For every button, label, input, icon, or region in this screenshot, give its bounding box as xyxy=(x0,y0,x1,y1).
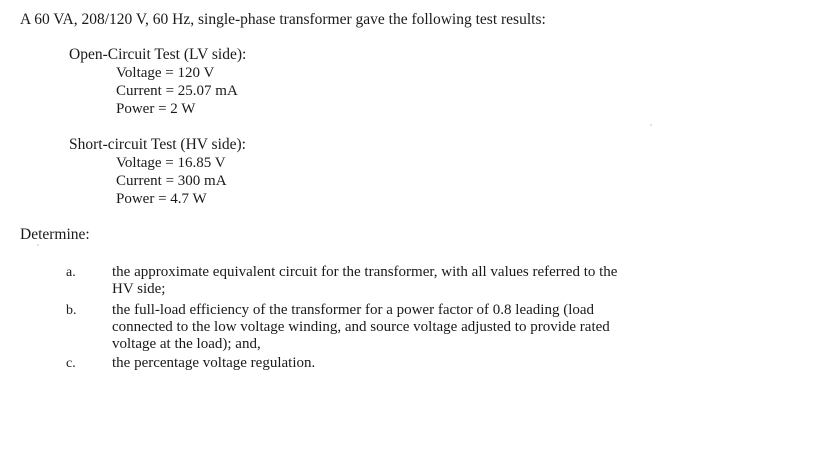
short-circuit-test-title: Short-circuit Test (HV side): xyxy=(69,136,246,153)
oc-power: Power = 2 W xyxy=(116,101,196,117)
oc-voltage: Voltage = 120 V xyxy=(116,65,215,81)
determine-heading: Determine: xyxy=(20,226,90,243)
item-letter: a. xyxy=(66,265,76,280)
item-text: the percentage voltage regulation. xyxy=(112,355,316,371)
open-circuit-test-title: Open-Circuit Test (LV side): xyxy=(69,46,247,63)
oc-current: Current = 25.07 mA xyxy=(116,83,238,99)
problem-statement: A 60 VA, 208/120 V, 60 Hz, single-phase transformer gave the following test results: xyxy=(20,11,546,28)
item-letter: b. xyxy=(66,303,77,318)
item-text: the full-load efficiency of the transformer for a power factor of 0.8 leading (load connected to the low voltage winding, and source voltage adjusted to provide rated voltage at the load); and, xyxy=(112,302,610,352)
short-circuit-test-results xyxy=(116,154,227,208)
open-circuit-test-results xyxy=(116,64,238,118)
sc-current: Current = 300 mA xyxy=(116,173,227,189)
item-letter: c. xyxy=(66,356,76,371)
sc-power: Power = 4.7 W xyxy=(116,191,207,207)
scan-speck xyxy=(37,244,39,246)
sc-voltage: Voltage = 16.85 V xyxy=(116,155,226,171)
scan-speck xyxy=(650,124,652,126)
item-text: the approximate equivalent circuit for the transformer, with all values referred to the HV side; xyxy=(112,264,618,297)
